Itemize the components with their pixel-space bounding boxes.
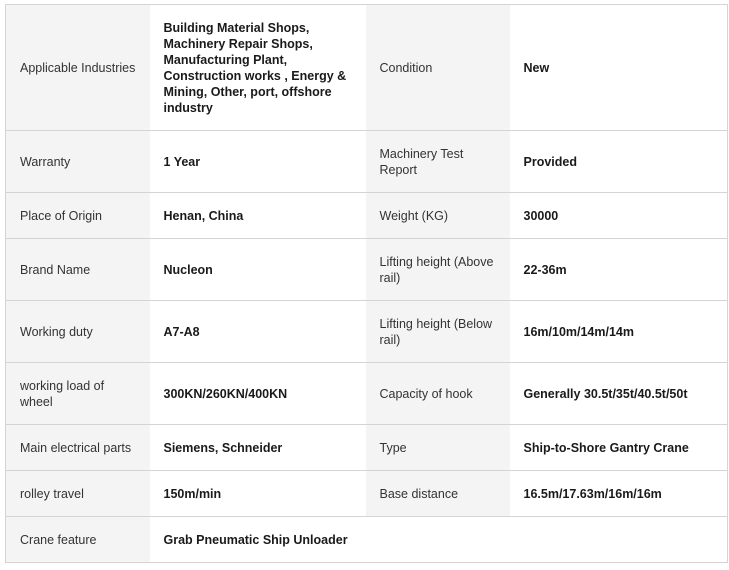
table-row bbox=[6, 5, 728, 131]
spec-label: Lifting height (Above rail) bbox=[366, 239, 510, 301]
spec-value: Provided bbox=[510, 131, 728, 193]
spec-label: Type bbox=[366, 425, 510, 471]
spec-value: 16.5m/17.63m/16m/16m bbox=[510, 471, 728, 517]
spec-value: New bbox=[510, 5, 728, 131]
spec-value: 16m/10m/14m/14m bbox=[510, 301, 728, 363]
spec-label: rolley travel bbox=[6, 471, 150, 517]
spec-value: Building Material Shops, Machinery Repair Shops, Manufacturing Plant, Construction works , Energy & Mining, Other, port, offshore industry bbox=[150, 5, 366, 131]
product-spec-table bbox=[5, 4, 728, 563]
spec-value: Grab Pneumatic Ship Unloader bbox=[150, 517, 366, 563]
spec-label: Capacity of hook bbox=[366, 363, 510, 425]
spec-label: Weight (KG) bbox=[366, 193, 510, 239]
table-row bbox=[6, 301, 728, 363]
spec-value: 300KN/260KN/400KN bbox=[150, 363, 366, 425]
spec-value: 22-36m bbox=[510, 239, 728, 301]
table-row bbox=[6, 363, 728, 425]
spec-value: Henan, China bbox=[150, 193, 366, 239]
spec-label: Condition bbox=[366, 5, 510, 131]
table-row bbox=[6, 471, 728, 517]
spec-value: 150m/min bbox=[150, 471, 366, 517]
spec-label: Machinery Test Report bbox=[366, 131, 510, 193]
spec-label: Applicable Industries bbox=[6, 5, 150, 131]
spec-value: A7-A8 bbox=[150, 301, 366, 363]
table-row bbox=[6, 425, 728, 471]
spec-label: Main electrical parts bbox=[6, 425, 150, 471]
spec-label: working load of wheel bbox=[6, 363, 150, 425]
empty-cell bbox=[510, 517, 728, 563]
spec-value: Generally 30.5t/35t/40.5t/50t bbox=[510, 363, 728, 425]
spec-label: Warranty bbox=[6, 131, 150, 193]
spec-label: Crane feature bbox=[6, 517, 150, 563]
spec-value: 30000 bbox=[510, 193, 728, 239]
spec-label: Lifting height (Below rail) bbox=[366, 301, 510, 363]
spec-label: Base distance bbox=[366, 471, 510, 517]
table-row bbox=[6, 131, 728, 193]
empty-cell bbox=[366, 517, 510, 563]
spec-value: Siemens, Schneider bbox=[150, 425, 366, 471]
table-row bbox=[6, 517, 728, 563]
spec-value: Ship-to-Shore Gantry Crane bbox=[510, 425, 728, 471]
spec-value: Nucleon bbox=[150, 239, 366, 301]
table-row bbox=[6, 239, 728, 301]
spec-label: Brand Name bbox=[6, 239, 150, 301]
spec-label: Working duty bbox=[6, 301, 150, 363]
spec-value: 1 Year bbox=[150, 131, 366, 193]
spec-label: Place of Origin bbox=[6, 193, 150, 239]
table-row bbox=[6, 193, 728, 239]
